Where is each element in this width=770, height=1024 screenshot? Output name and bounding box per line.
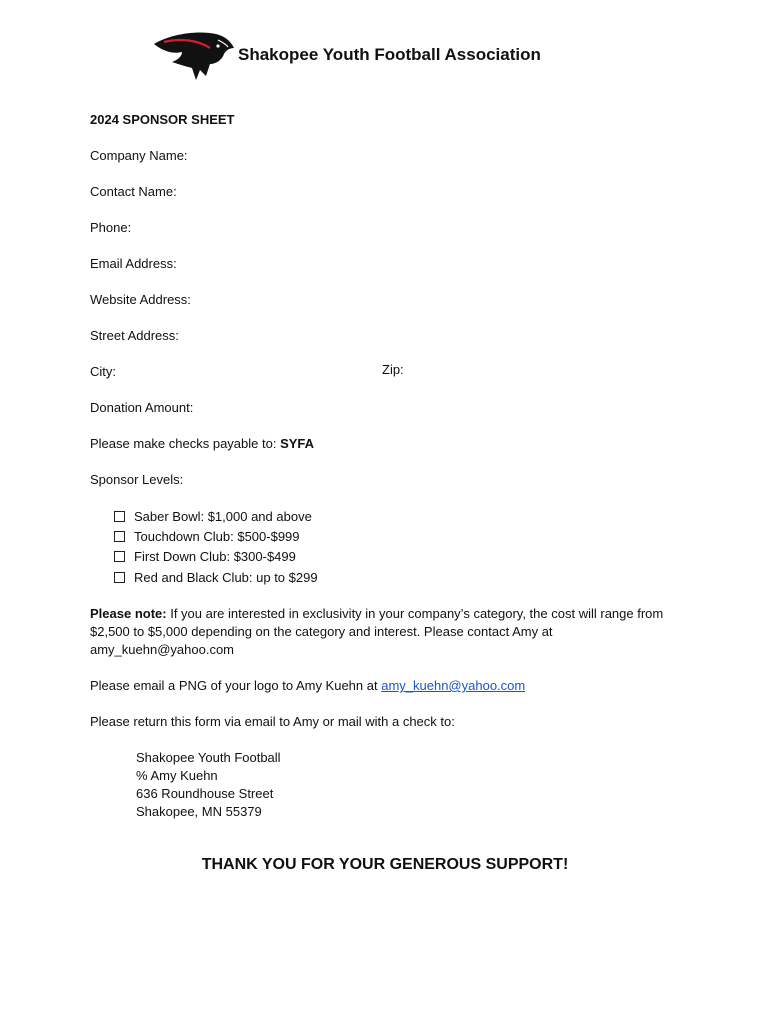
sponsor-level-first-down-club[interactable] (114, 549, 296, 564)
address-line: % Amy Kuehn (136, 768, 218, 783)
address-line: Shakopee, MN 55379 (136, 804, 262, 819)
sponsor-level-label: Red and Black Club: up to $299 (134, 570, 318, 585)
sheet-title: 2024 SPONSOR SHEET (90, 112, 235, 127)
company-name-label: Company Name: (90, 148, 188, 163)
checks-payable-line (90, 436, 314, 451)
mailing-address (136, 749, 281, 821)
sponsor-level-touchdown-club[interactable] (114, 529, 300, 544)
address-line: Shakopee Youth Football (136, 750, 281, 765)
sponsor-levels-label: Sponsor Levels: (90, 472, 184, 487)
checks-payable-text: Please make checks payable to: (90, 436, 281, 451)
sponsor-level-label: First Down Club: $300-$499 (134, 549, 296, 564)
sponsor-level-label: Touchdown Club: $500-$999 (134, 529, 300, 544)
note-bold: Please note: (90, 606, 167, 621)
donation-amount-label: Donation Amount: (90, 400, 194, 415)
saber-cat-logo-icon (152, 30, 238, 82)
city-label: City: (90, 364, 116, 379)
return-instructions: Please return this form via email to Amy or mail with a check to: (90, 714, 455, 729)
checkbox[interactable] (114, 551, 125, 562)
thank-you-message: THANK YOU FOR YOUR GENEROUS SUPPORT! (201, 856, 569, 873)
organization-title: Shakopee Youth Football Association (238, 45, 541, 64)
sponsor-level-label: Saber Bowl: $1,000 and above (134, 509, 312, 524)
address-line: 636 Roundhouse Street (136, 786, 274, 801)
logo-email-text: Please email a PNG of your logo to Amy Kuehn at (90, 678, 382, 693)
website-address-label: Website Address: (90, 292, 191, 307)
phone-label: Phone: (90, 220, 132, 235)
exclusivity-note (90, 605, 690, 659)
contact-name-label: Contact Name: (90, 184, 177, 199)
zip-label: Zip: (382, 362, 404, 377)
checks-payee: SYFA (280, 436, 315, 451)
sponsor-level-saber-bowl[interactable] (114, 509, 312, 524)
logo-email-line (90, 678, 525, 693)
note-line-2: $2,500 to $5,000 depending on the category and interest. Please contact Amy at (90, 624, 553, 639)
email-address-label: Email Address: (90, 256, 177, 271)
street-address-label: Street Address: (90, 328, 179, 343)
email-link[interactable]: amy_kuehn@yahoo.com (381, 678, 526, 693)
note-line-3: amy_kuehn@yahoo.com (90, 642, 234, 657)
sponsor-level-red-black-club[interactable] (114, 570, 318, 585)
note-line-1: If you are interested in exclusivity in your company’s category, the cost will range from (166, 606, 664, 621)
checkbox[interactable] (114, 572, 125, 583)
checkbox[interactable] (114, 511, 125, 522)
checkbox[interactable] (114, 531, 125, 542)
